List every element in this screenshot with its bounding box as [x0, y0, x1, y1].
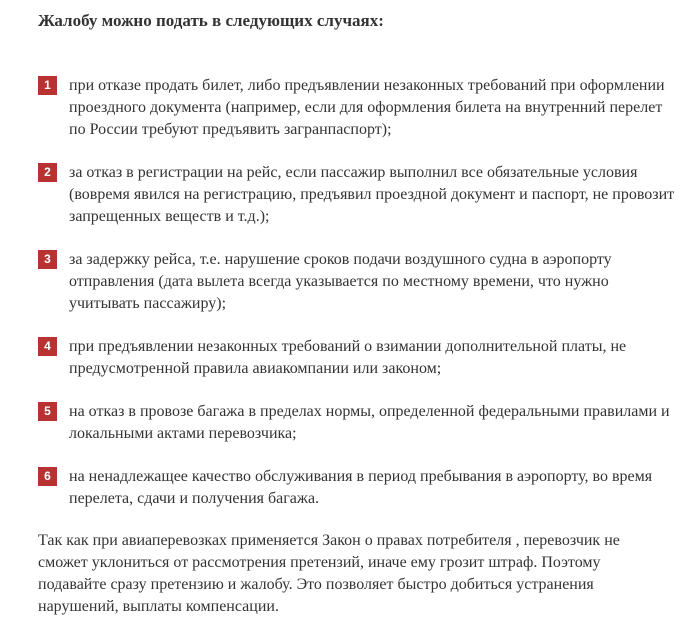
list-item: [38, 401, 678, 445]
complaint-cases-list: [38, 75, 678, 531]
closing-paragraph: Так как при авиаперевозках применяется Закон о правах потребителя , перевозчик не сможет уклониться от рассмотрения претензий, иначе ему грозит штраф. Поэтому подавайте сразу претензию и жалобу. Это позволяет быстро добиться устранения нарушений, выплаты компенсации.: [38, 532, 620, 615]
number-badge: 4: [38, 337, 57, 356]
list-item: [38, 336, 678, 380]
list-item: [38, 75, 678, 141]
list-item: [38, 466, 678, 510]
list-item-text: на отказ в провозе багажа в пределах нормы, определенной федеральными правилами и локальными актами перевозчика;: [69, 403, 670, 442]
list-item: [38, 249, 678, 315]
section-heading: Жалобу можно подать в следующих случаях:: [38, 11, 384, 30]
list-item-text: за отказ в регистрации на рейс, если пассажир выполнил все обязательные условия (вовремя явился на регистрацию, предъявил проездной документ и паспорт, не провозит запрещенных веществ и т.д.);: [69, 164, 675, 225]
number-badge: 6: [38, 467, 57, 486]
number-badge: 1: [38, 76, 57, 95]
list-item-text: за задержку рейса, т.е. нарушение сроков подачи воздушного судна в аэропорту отправления (дата вылета всегда указывается по местному времени, что нужно учитывать пассажиру);: [69, 251, 612, 312]
list-item-text: на ненадлежащее качество обслуживания в период пребывания в аэропорту, во время перелета, сдачи и получения багажа.: [69, 468, 653, 507]
list-item-text: при отказе продать билет, либо предъявлении незаконных требований при оформлении проездного документа (например, если для оформления билета на внутренний перелет по России требуют предъявить загранпаспорт);: [69, 77, 665, 138]
number-badge: 3: [38, 250, 57, 269]
number-badge: 2: [38, 163, 57, 182]
list-item: [38, 162, 678, 228]
number-badge: 5: [38, 402, 57, 421]
list-item-text: при предъявлении незаконных требований о взимании дополнительной платы, не предусмотренной правила авиакомпании или законом;: [69, 338, 627, 377]
